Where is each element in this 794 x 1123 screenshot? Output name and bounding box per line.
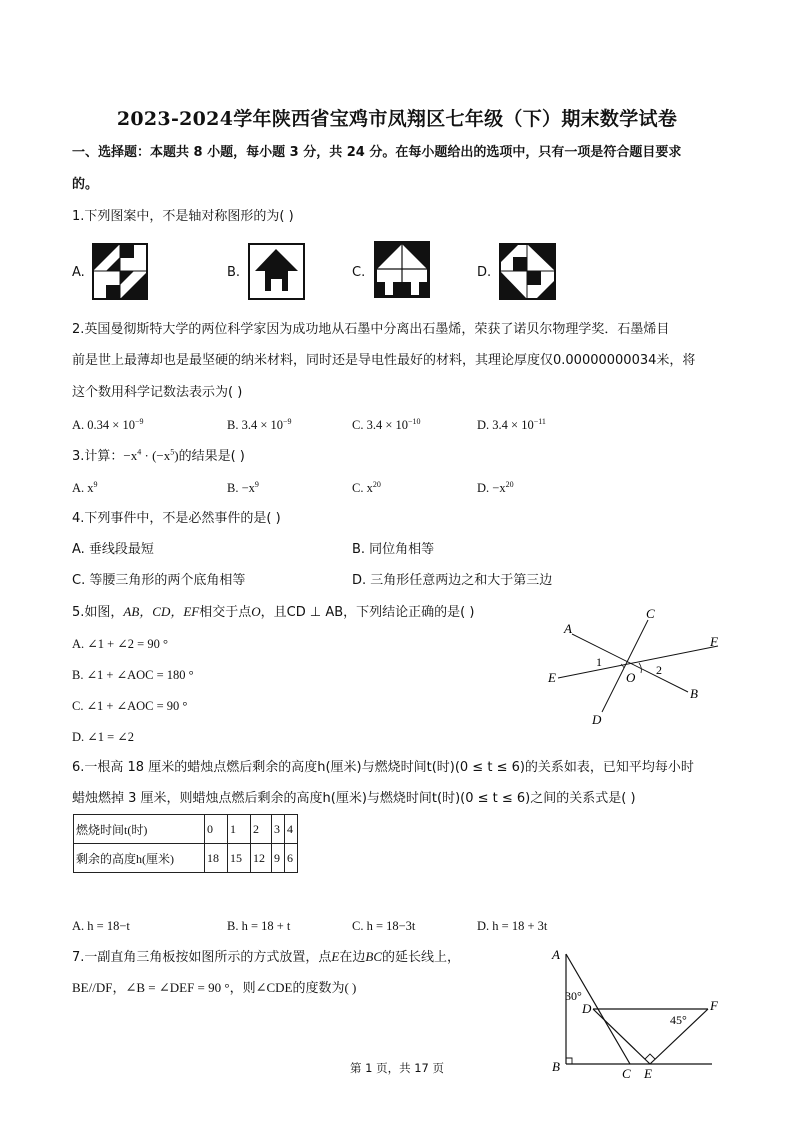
q4-option-b: B. 同位角相等 — [352, 542, 435, 557]
q2-option-c-exp: −10 — [408, 416, 421, 426]
q3-option-a-label: A. — [72, 481, 85, 495]
table-row — [74, 844, 298, 873]
q2-option-d — [477, 416, 546, 434]
q6-row1-cell: 2 — [251, 815, 272, 844]
q6-row1-header: 燃烧时间t(时) — [74, 815, 205, 844]
q5-line-cd — [602, 620, 648, 712]
q2-option-d-label: D. — [477, 418, 490, 432]
q6-option-c: C. h = 18−3t — [352, 919, 416, 933]
q2-option-c-label: C. — [352, 418, 364, 432]
q3-prefix: 3.计算： — [72, 449, 124, 464]
q1-figure-b — [248, 243, 305, 300]
q3-option-b-exp: 9 — [254, 479, 259, 489]
q5-option-a: A. ∠1 + ∠2 = 90 ° — [72, 637, 168, 651]
q3-option-a-base: x — [87, 481, 94, 495]
q3-option-b-base: −x — [241, 481, 255, 495]
q5-option-d: D. ∠1 = ∠2 — [72, 730, 135, 744]
q5-label-o: O — [626, 670, 636, 685]
q3-expr-mid: · (−x — [141, 448, 171, 463]
q3-option-c-label: C. — [352, 481, 364, 495]
q7-stem-mid: 在边 — [339, 950, 366, 965]
q5-label-angle2: 2 — [656, 663, 662, 677]
q7-label-b: B — [552, 1059, 560, 1074]
q1-stem: 1.下列图案中，不是轴对称图形的为( ) — [72, 209, 294, 224]
q6-row1-cell: 1 — [228, 815, 251, 844]
q7-angle-45: 45° — [670, 1013, 687, 1027]
q2-option-c-coef: 3.4 × 10 — [366, 418, 409, 432]
q3-option-d-base: −x — [492, 481, 506, 495]
q7-angle-30: 30° — [565, 989, 582, 1003]
q2-option-a — [72, 416, 143, 434]
q4-option-c: C. 等腰三角形的两个底角相等 — [72, 573, 246, 588]
q2-option-a-label: A. — [72, 418, 85, 432]
q5-label-angle1: 1 — [596, 655, 602, 669]
q7-stem-post: 的延长线上， — [382, 950, 461, 965]
q1-label-b: B. — [227, 265, 241, 280]
q6-row2-cell: 6 — [285, 844, 298, 873]
q5-point: O — [251, 604, 261, 619]
q6-row1-cell: 3 — [272, 815, 285, 844]
q6-option-d: D. h = 18 + 3t — [477, 919, 548, 933]
q5-label-c: C — [646, 606, 655, 621]
q2-option-b-exp: −9 — [283, 416, 292, 426]
table-row — [74, 815, 298, 844]
q2-option-d-coef: 3.4 × 10 — [492, 418, 534, 432]
q3-option-c-base: x — [366, 481, 373, 495]
q6-row2-cell: 9 — [272, 844, 285, 873]
q1-label-a: A. — [72, 265, 85, 280]
q7-point-e: E — [331, 949, 340, 964]
q3-stem — [72, 447, 245, 466]
q7-label-a: A — [552, 947, 560, 962]
q6-table — [73, 814, 298, 873]
q3-expr-end: ) — [174, 448, 179, 463]
q2-option-b — [227, 416, 292, 434]
q7-label-e: E — [644, 1066, 652, 1080]
q7-stem-line1 — [72, 948, 460, 967]
q2-stem-line2: 前是世上最薄却也是最坚硬的纳米材料，同时还是导电性最好的材料，其理论厚度仅0.00000000034米，将 — [72, 353, 696, 368]
page-footer: 第 1 页，共 17 页 — [349, 1061, 445, 1075]
q3-option-a-exp: 9 — [93, 479, 98, 489]
q7-label-c: C — [622, 1066, 631, 1080]
q7-stem-pre: 7.一副直角三角板按如图所示的方式放置，点 — [72, 950, 332, 965]
q2-option-b-coef: 3.4 × 10 — [241, 418, 284, 432]
q1-label-d: D. — [477, 265, 492, 280]
q5-option-b: B. ∠1 + ∠AOC = 180 ° — [72, 668, 194, 682]
q6-row2-cell: 18 — [205, 844, 228, 873]
q5-label-b: B — [690, 686, 698, 701]
q6-row2-cell: 12 — [251, 844, 272, 873]
q3-option-c-exp: 20 — [372, 479, 381, 489]
q3-option-b — [227, 479, 259, 497]
q5-stem-post: ，且CD ⊥ AB，下列结论正确的是( ) — [260, 605, 475, 620]
q3-option-d-label: D. — [477, 481, 490, 495]
q7-seg-bc: BC — [365, 949, 382, 964]
q7-stem-line2: BE//DF，∠B = ∠DEF = 90 °，则∠CDE的度数为( ) — [72, 980, 357, 995]
q5-line-ef — [558, 646, 718, 678]
q3-option-d-exp: 20 — [505, 479, 514, 489]
q5-stem-pre: 5.如图， — [72, 605, 124, 620]
q6-row1-cell: 4 — [285, 815, 298, 844]
q4-stem: 4.下列事件中，不是必然事件的是( ) — [72, 511, 281, 526]
q3-expr-a: −x — [123, 448, 138, 463]
section1-header: 一、选择题：本题共 8 小题，每小题 3 分，共 24 分。在每小题给出的选项中，只有一项是符合题目要求 — [72, 145, 682, 160]
q5-label-d: D — [592, 712, 602, 727]
q6-option-b: B. h = 18 + t — [227, 919, 291, 933]
q4-option-d: D. 三角形任意两边之和大于第三边 — [352, 573, 553, 588]
q2-stem-line1: 2.英国曼彻斯特大学的两位科学家因为成功地从石墨中分离出石墨烯，荣获了诺贝尔物理学奖．石墨烯目 — [72, 322, 670, 337]
page-title: 2023-2024学年陕西省宝鸡市凤翔区七年级（下）期末数学试卷 — [116, 108, 678, 130]
q2-option-b-label: B. — [227, 418, 239, 432]
q5-figure — [540, 600, 730, 730]
q3-option-b-label: B. — [227, 481, 239, 495]
q5-label-a: A — [564, 621, 572, 636]
q5-label-e: E — [548, 670, 556, 685]
q5-stem-mid: 相交于点 — [199, 605, 252, 620]
q1-figure-d — [499, 243, 556, 300]
q4-option-a: A. 垂线段最短 — [72, 542, 154, 557]
section1-header-cont: 的。 — [72, 177, 99, 192]
q1-figure-a — [92, 243, 148, 300]
q1-figure-c — [373, 240, 431, 299]
q6-row2-header: 剩余的高度h(厘米) — [74, 844, 205, 873]
q6-row1-cell: 0 — [205, 815, 228, 844]
q2-option-d-exp: −11 — [533, 416, 546, 426]
q6-row2-cell: 15 — [228, 844, 251, 873]
q7-label-d: D — [582, 1001, 592, 1016]
q2-option-a-exp: −9 — [134, 416, 144, 426]
q3-exp-a: 4 — [137, 447, 142, 457]
q5-stem — [72, 603, 474, 622]
q3-option-d — [477, 479, 514, 497]
q5-label-f: F — [710, 634, 718, 649]
q3-option-c — [352, 479, 381, 497]
q5-option-c: C. ∠1 + ∠AOC = 90 ° — [72, 699, 188, 713]
q2-stem-line3: 这个数用科学记数法表示为( ) — [72, 385, 243, 400]
q7-label-f: F — [710, 998, 718, 1013]
q3-exp-b: 5 — [170, 447, 175, 457]
q6-stem-line2: 蜡烛燃掉 3 厘米，则蜡烛点燃后剩余的高度h(厘米)与燃烧时间t(时)(0 ≤ t ≤ 6)之间的关系式是( ) — [72, 791, 636, 806]
q6-stem-line1: 6.一根高 18 厘米的蜡烛点燃后剩余的高度h(厘米)与燃烧时间t(时)(0 ≤ t ≤ 6)的关系如表，已知平均每小时 — [72, 760, 694, 775]
q6-option-a: A. h = 18−t — [72, 919, 130, 933]
q2-option-a-coef: 0.34 × 10 — [87, 418, 135, 432]
q7-seg-de — [593, 1009, 650, 1064]
q5-lines: AB，CD，EF — [123, 604, 200, 619]
q1-label-c: C. — [352, 265, 366, 280]
q2-option-c — [352, 416, 421, 434]
q3-suffix: 的结果是( ) — [178, 449, 245, 464]
q3-option-a — [72, 479, 98, 497]
